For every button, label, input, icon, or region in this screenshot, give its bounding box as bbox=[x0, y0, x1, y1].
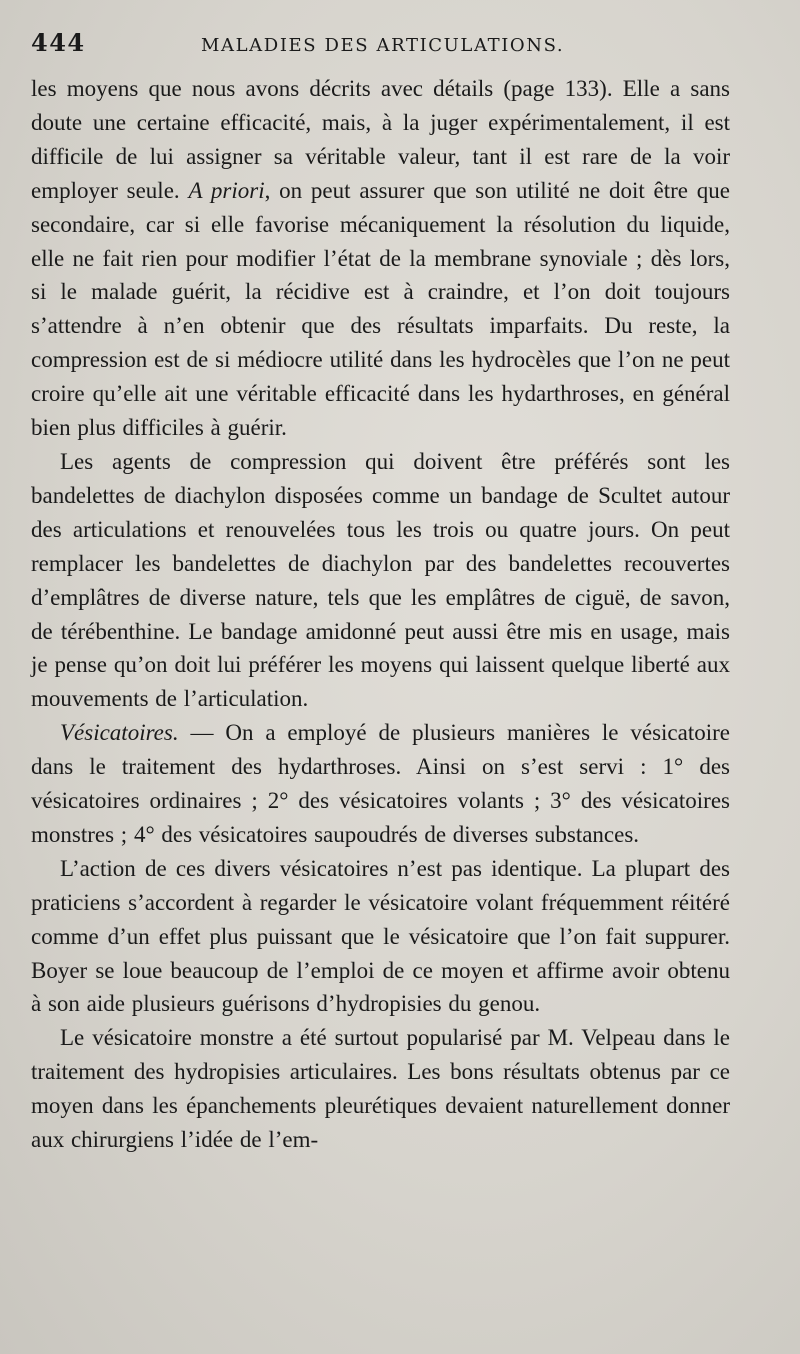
section-heading-vesicatoires: Vésicatoires. bbox=[60, 720, 179, 746]
paragraph-3 bbox=[31, 716, 730, 852]
paragraph-1 bbox=[31, 72, 730, 445]
paragraph-1-text: les moyens que nous avons décrits avec détails (page 133). Elle a sans doute une certaine efficacité, mais, à la juger expérimentalement, il est difficile de lui assigner sa véritable valeur, tant il est rare de la voir employer seule. bbox=[31, 76, 730, 203]
running-head bbox=[31, 28, 730, 72]
paragraph-4: L’action de ces divers vésicatoires n’est pas identique. La plupart des praticiens s’accordent à regarder le vésicatoire volant fréquemment réitéré comme d’un effet plus puissant que le vésicatoire que l’on fait suppurer. Boyer se loue beaucoup de l’emploi de ce moyen et affirme avoir obtenu à son aide plusieurs guérisons d’hydropisies du genou. bbox=[31, 855, 730, 1017]
running-title: MALADIES DES ARTICULATIONS. bbox=[201, 35, 565, 56]
paragraph-1-italic: A priori bbox=[188, 177, 265, 203]
body-text bbox=[31, 72, 730, 1157]
paragraph-2: Les agents de compression qui doivent être préférés sont les bandelettes de diachylon disposées comme un bandage de Scultet autour des articulations et renouvelées tous les trois ou quatre jours. On peut remplacer les bandelettes de diachylon par des bandelettes recouvertes d’emplâtres de diverse nature, tels que les emplâtres de ciguë, de savon, de térébenthine. Le bandage amidonné peut aussi être mis en usage, mais je pense qu’on doit lui préférer les moyens qui laissent quelque liberté aux mouvements de l’articulation. bbox=[31, 448, 730, 712]
paragraph-5: Le vésicatoire monstre a été surtout popularisé par M. Velpeau dans le traitement des hydropisies articulaires. Les bons résultats obtenus par ce moyen dans les épanchements pleurétiques devaient naturellement donner aux chirurgiens l’idée de l’em- bbox=[31, 1025, 730, 1153]
paragraph-3-text: — On a employé de plusieurs manières le vésicatoire dans le traitement des hydarthroses. Ainsi on s’est servi : 1° des vésicatoires ordinaires ; 2° des vésicatoires volants ; 3° des vésicatoires monstres ; 4° des vésicatoires saupoudrés de diverses substances. bbox=[31, 720, 730, 847]
page-number: 444 bbox=[31, 28, 86, 57]
paragraph-1-rest: , on peut assurer que son utilité ne doit être que secondaire, car si elle favorise mécaniquement la résolution du liquide, elle ne fait rien pour modifier l’état de la membrane synoviale ; dès lors, si le malade guérit, la récidive est à craindre, et l’on doit toujours s’attendre à n’en obtenir que des résultats imparfaits. Du reste, la compression est de si médiocre utilité dans les hydrocèles que l’on ne peut croire qu’elle ait une véritable efficacité dans les hydarthroses, en général bien plus difficiles à guérir. bbox=[31, 177, 731, 441]
